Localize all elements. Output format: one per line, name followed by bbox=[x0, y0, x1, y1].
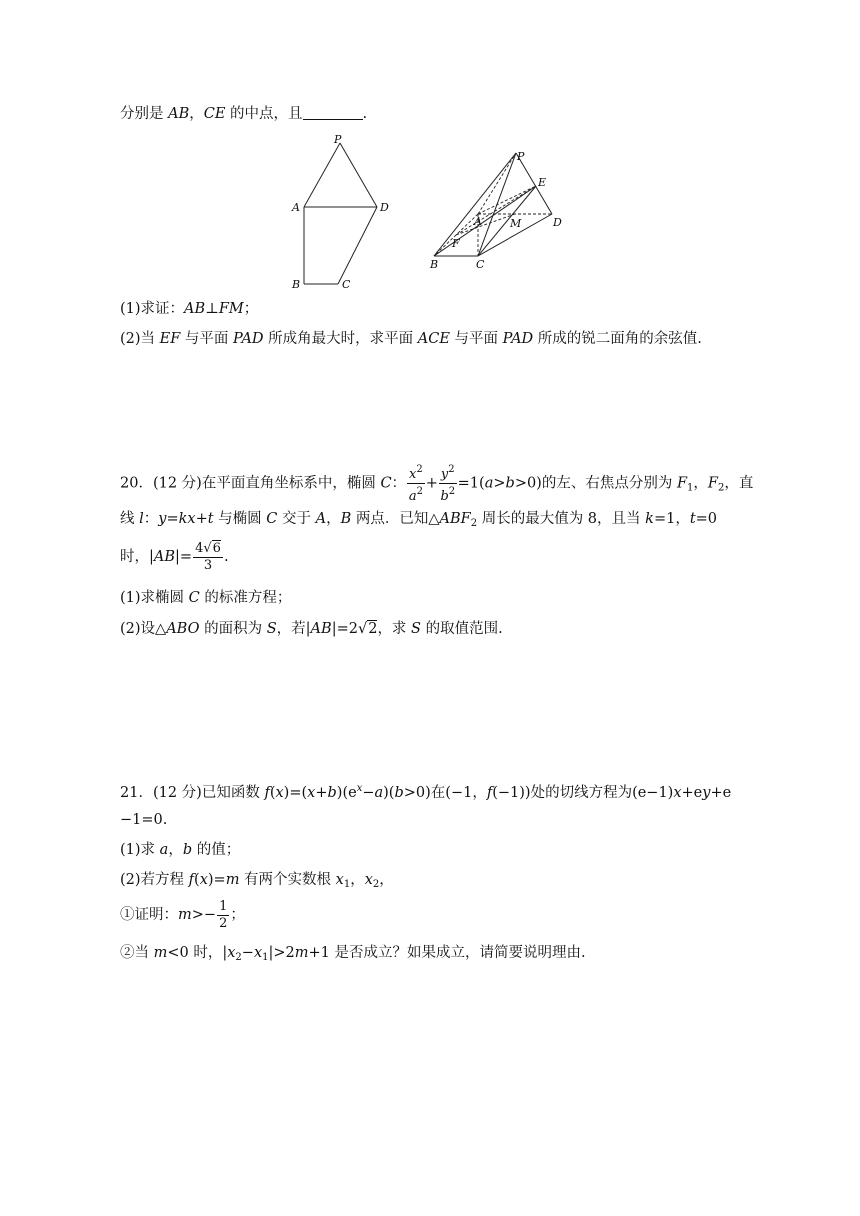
text: ，求 bbox=[377, 621, 412, 637]
q20-line-3 bbox=[120, 540, 229, 574]
text: 所成角最大时，求平面 bbox=[263, 331, 418, 347]
text: ②当 bbox=[120, 945, 154, 961]
numerator: 1 bbox=[219, 898, 228, 914]
var-a: a bbox=[484, 475, 494, 492]
subscript: 2 bbox=[717, 482, 725, 494]
label-f: F bbox=[452, 237, 460, 250]
subscript: 2 bbox=[470, 518, 478, 529]
text: − bbox=[362, 785, 375, 801]
var-x: x bbox=[199, 872, 208, 888]
denominator: 2 bbox=[219, 915, 228, 931]
text: ， bbox=[350, 872, 365, 888]
q19-part-1 bbox=[120, 299, 258, 319]
var-f: F bbox=[707, 475, 718, 492]
text: 与平面 bbox=[180, 331, 234, 347]
var-x: x bbox=[409, 467, 417, 482]
subscript: 1 bbox=[262, 952, 269, 963]
text: >− bbox=[191, 907, 217, 923]
text: − bbox=[241, 945, 254, 961]
var-kx: kx bbox=[178, 511, 196, 527]
text: =1( bbox=[457, 475, 485, 492]
fraction-4sqrt6-3: $\frac{4√6}{3}$ bbox=[195, 540, 221, 573]
q19-intro-line bbox=[120, 104, 367, 124]
var-fm: FM bbox=[218, 301, 244, 317]
figure-planar-pentagon bbox=[285, 128, 405, 293]
q19-part-2 bbox=[120, 329, 702, 349]
text: ， bbox=[693, 475, 708, 492]
text: +1 是否成立？如果成立，请简要说明理由. bbox=[308, 945, 586, 961]
text: 的面积为 bbox=[199, 621, 267, 637]
text: +e bbox=[681, 785, 703, 801]
text: =1， bbox=[653, 511, 690, 527]
subscript: 1 bbox=[687, 482, 694, 494]
q21-part-2 bbox=[120, 870, 394, 895]
text: (2)若方程 bbox=[120, 872, 189, 888]
text: 的取值范围. bbox=[420, 621, 503, 637]
text: )( bbox=[383, 785, 395, 801]
text: ； bbox=[230, 907, 245, 923]
text: 20．(12 分)在平面直角坐标系中，椭圆 bbox=[120, 475, 381, 492]
text: 21．(12 分)已知函数 bbox=[120, 785, 265, 801]
q20-line-2 bbox=[120, 509, 717, 534]
var-t: t bbox=[689, 511, 696, 527]
text: 周长的最大值为 8，且当 bbox=[477, 511, 646, 527]
subscript: 2 bbox=[235, 952, 242, 963]
var-x: x bbox=[307, 785, 316, 801]
text: (1)求椭圆 bbox=[120, 590, 189, 606]
exponent: 2 bbox=[416, 464, 423, 475]
text: 的中点，且 bbox=[225, 106, 303, 122]
var-ab: AB bbox=[168, 106, 190, 122]
text: 时，| bbox=[120, 549, 154, 565]
var-m: m bbox=[294, 945, 309, 961]
figure-folded-pyramid bbox=[425, 145, 575, 273]
fraction-1-2 bbox=[217, 899, 229, 932]
text: + bbox=[315, 785, 328, 801]
q21-line-1 bbox=[120, 779, 731, 803]
var-x: x bbox=[275, 785, 284, 801]
label-b: B bbox=[430, 258, 439, 271]
text: > bbox=[493, 475, 506, 492]
text: ，直 bbox=[724, 475, 754, 492]
text: ： bbox=[391, 475, 407, 492]
var-ce: CE bbox=[203, 106, 226, 122]
text: >0)在(−1， bbox=[403, 785, 487, 801]
var-pad: PAD bbox=[502, 331, 534, 347]
text: (1)求证： bbox=[120, 301, 185, 317]
var-x: x bbox=[673, 785, 682, 801]
var-pad: PAD bbox=[233, 331, 264, 347]
text: = bbox=[166, 511, 179, 527]
exponent: x bbox=[356, 783, 363, 794]
var-t: t bbox=[207, 511, 214, 527]
var-y: y bbox=[702, 785, 711, 801]
text: 交于 bbox=[277, 511, 316, 527]
var-b: b bbox=[327, 785, 337, 801]
var-b: b bbox=[440, 489, 449, 504]
label-c: C bbox=[476, 258, 485, 271]
label-p: P bbox=[334, 133, 342, 146]
var-m: m bbox=[178, 907, 192, 923]
perp-symbol: ⊥ bbox=[205, 301, 219, 317]
text: . bbox=[362, 106, 368, 122]
var-x: x bbox=[335, 872, 344, 888]
exponent: 2 bbox=[448, 486, 456, 497]
exponent: 2 bbox=[448, 464, 455, 475]
text: ( bbox=[269, 785, 276, 801]
text: ； bbox=[243, 301, 259, 317]
var-b: b bbox=[182, 842, 193, 858]
text: 所成的锐二面角的余弦值. bbox=[533, 331, 702, 347]
var-m: m bbox=[153, 945, 168, 961]
var-l: l bbox=[139, 511, 144, 527]
text: 与椭圆 bbox=[213, 511, 267, 527]
var-ab: AB bbox=[184, 301, 206, 317]
text: 有两个实数根 bbox=[239, 872, 336, 888]
text: (2)当 bbox=[120, 331, 160, 347]
label-e: E bbox=[538, 176, 547, 189]
answer-blank bbox=[303, 105, 363, 120]
var-x: x bbox=[253, 945, 263, 961]
text: ， bbox=[189, 106, 204, 122]
var-s: S bbox=[266, 621, 277, 637]
var-b: B bbox=[340, 511, 352, 527]
text: |>2 bbox=[268, 945, 295, 961]
text: )=( bbox=[283, 785, 308, 801]
text: ， bbox=[326, 511, 341, 527]
exponent: 2 bbox=[416, 486, 423, 497]
q21-part-1 bbox=[120, 840, 240, 860]
text: (−1))处的切线方程为(e−1) bbox=[492, 785, 674, 801]
text: 的值； bbox=[192, 842, 241, 858]
text: |=2 bbox=[331, 621, 358, 637]
text: + bbox=[195, 511, 208, 527]
label-b: B bbox=[292, 278, 301, 291]
var-s: S bbox=[411, 621, 421, 637]
label-a: A bbox=[292, 201, 300, 214]
label-d: D bbox=[553, 216, 562, 229]
text: )(e bbox=[336, 785, 357, 801]
var-y: y bbox=[158, 511, 167, 527]
label-p: P bbox=[517, 150, 525, 163]
var-c: C bbox=[266, 511, 278, 527]
denominator: 3 bbox=[203, 557, 213, 573]
numeral: 4 bbox=[195, 540, 204, 556]
text: (2)设△ bbox=[120, 621, 167, 637]
q21-line-2: −1=0. bbox=[120, 812, 168, 828]
var-a: a bbox=[408, 489, 417, 504]
label-m: M bbox=[510, 217, 522, 230]
var-x: x bbox=[364, 872, 373, 888]
var-f: f bbox=[486, 785, 493, 801]
text: |= bbox=[175, 549, 193, 565]
radicand: 6 bbox=[212, 540, 221, 556]
text: (1)求 bbox=[120, 842, 160, 858]
var-f: f bbox=[264, 785, 270, 801]
var-y: y bbox=[440, 467, 449, 482]
text: )= bbox=[207, 872, 226, 888]
var-b: b bbox=[505, 475, 515, 492]
var-ef: EF bbox=[159, 331, 181, 347]
text: 线 bbox=[120, 511, 140, 527]
text: + bbox=[425, 475, 438, 492]
label-a: A bbox=[474, 215, 482, 228]
text: . bbox=[223, 549, 229, 565]
var-a: a bbox=[159, 842, 169, 858]
text: <0 时，| bbox=[167, 945, 228, 961]
var-c: C bbox=[380, 475, 392, 492]
text: 的标准方程； bbox=[199, 590, 292, 606]
var-ace: ACE bbox=[417, 331, 450, 347]
label-d: D bbox=[380, 201, 389, 214]
text: >0)的左、右焦点分别为 bbox=[514, 475, 677, 492]
fraction-x2-a2 bbox=[407, 462, 425, 505]
text: 与平面 bbox=[449, 331, 503, 347]
var-a: a bbox=[374, 785, 384, 801]
text: ， bbox=[168, 842, 183, 858]
text: ： bbox=[143, 511, 159, 527]
text: ，若| bbox=[276, 621, 311, 637]
var-f: F bbox=[676, 475, 688, 492]
var-x: x bbox=[227, 945, 236, 961]
var-a: A bbox=[315, 511, 327, 527]
var-k: k bbox=[645, 511, 654, 527]
var-m: m bbox=[225, 872, 240, 888]
text: =0 bbox=[695, 511, 718, 527]
text: ， bbox=[379, 872, 394, 888]
text: ( bbox=[194, 872, 200, 888]
var-b: b bbox=[394, 785, 404, 801]
var-abf: ABF bbox=[439, 511, 471, 527]
q20-part-2: (2)设△ABO 的面积为 S，若|AB|=2√2，求 S 的取值范围. bbox=[120, 621, 503, 637]
text: +e bbox=[710, 785, 732, 801]
var-ab: AB bbox=[153, 549, 176, 565]
q20-line-1 bbox=[120, 462, 753, 506]
text: ①证明： bbox=[120, 907, 178, 923]
var-f: f bbox=[188, 872, 195, 888]
radicand: 2 bbox=[368, 621, 378, 637]
subscript: 1 bbox=[343, 879, 351, 890]
label-c: C bbox=[342, 278, 351, 291]
text: 两点．已知△ bbox=[351, 511, 440, 527]
fraction-y2-b2 bbox=[439, 462, 457, 505]
var-abo: ABO bbox=[166, 621, 200, 637]
q21-sub-2 bbox=[120, 943, 586, 968]
subscript: 2 bbox=[372, 879, 380, 890]
q21-sub-1 bbox=[120, 898, 245, 932]
var-ab: AB bbox=[310, 621, 332, 637]
var-c: C bbox=[188, 590, 200, 606]
text: 分别是 bbox=[120, 106, 169, 122]
q20-part-1 bbox=[120, 588, 291, 608]
